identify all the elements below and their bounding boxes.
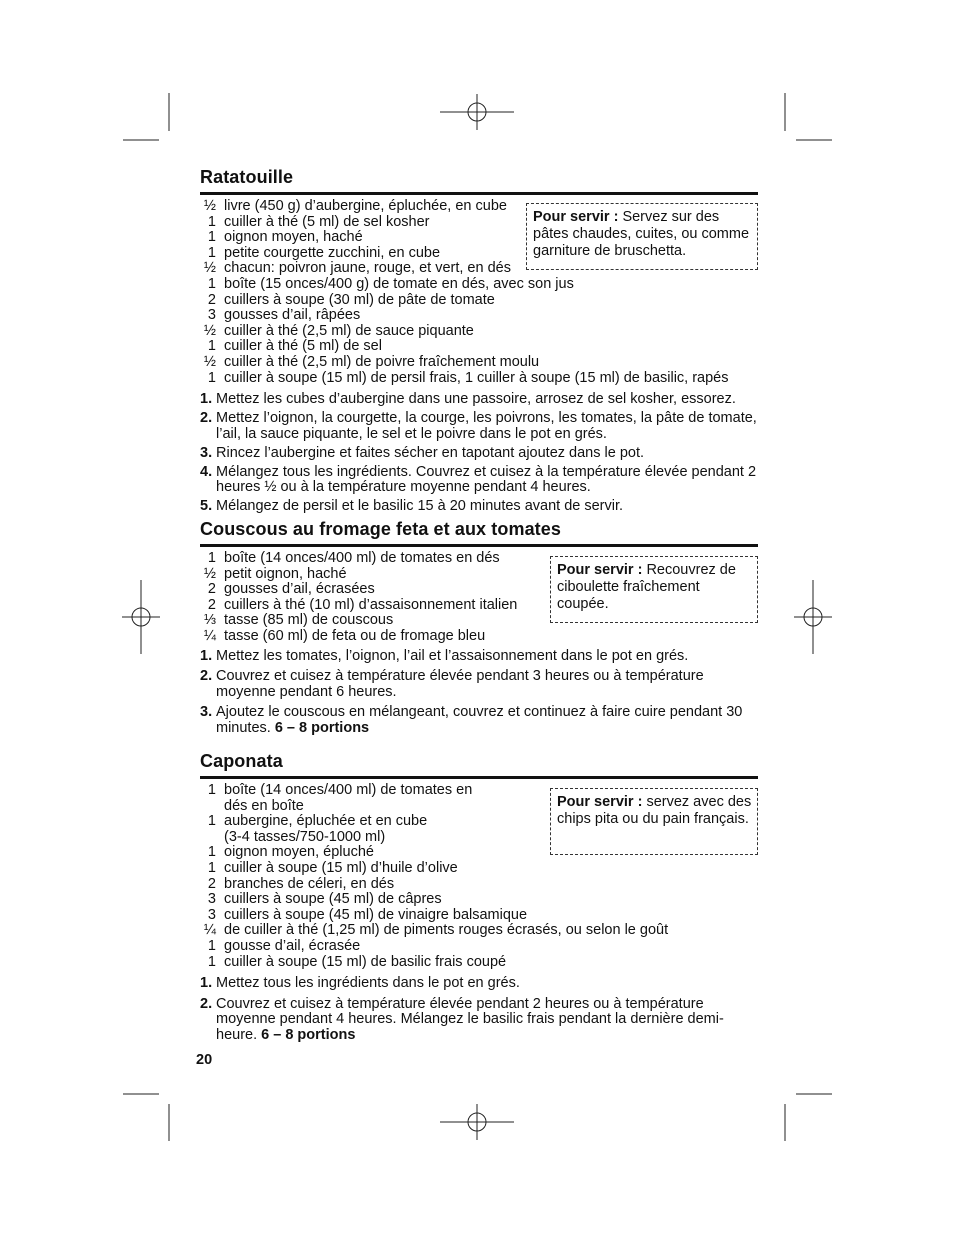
ingredient-text: branches de céleri, en dés (224, 875, 395, 892)
ingredient-item (200, 892, 758, 908)
serving-label: Pour servir : (557, 794, 643, 810)
step-number: 2. (200, 410, 213, 427)
ingredient-text: boîte (15 onces/400 g) de tomate en dés, avec son jus (224, 275, 574, 292)
ingredient-quantity: 2 (207, 596, 216, 613)
ingredient-text: livre (450 g) d’aubergine, épluchée, en cube (224, 198, 507, 214)
step-number: 4. (200, 463, 213, 480)
ingredient-item (200, 293, 758, 309)
ingredient-text: cuiller à thé (5 ml) de sel kosher (224, 213, 430, 230)
recipe-caponata (200, 750, 758, 1044)
recipe-couscous (200, 518, 758, 750)
ingredient-quantity: 1 (207, 244, 216, 261)
ingredient-quantity: 1 (207, 953, 216, 970)
step-body: Rincez l’aubergine et faites sécher en tapotant ajoutez dans le pot. (216, 444, 645, 461)
ingredient-text: cuiller à soupe (15 ml) de persil frais, 1 cuiller à soupe (15 ml) de basilic, rapés (224, 369, 729, 386)
step-item (200, 392, 758, 408)
step-number: 3. (200, 444, 213, 461)
registration-mark-right (794, 580, 832, 654)
ingredient-text: cuiller à thé (2,5 ml) de poivre fraîchement moulu (224, 353, 540, 370)
ingredient-quantity: 1 (207, 937, 216, 954)
ingredient-quantity: 2 (207, 581, 216, 598)
step-item (200, 976, 758, 992)
step-body: Mettez les tomates, l’oignon, l’ail et l’assaisonnement dans le pot en grés. (216, 647, 689, 664)
step-body: Mélangez tous les ingrédients. Couvrez et cuisez à la température élevée pendant 2 heures ½ ou à la température moyenne pendant 4 heures. (216, 463, 757, 496)
ingredient-quantity: ½ (203, 565, 216, 582)
ingredient-text: petite courgette zucchini, en cube (224, 244, 441, 261)
recipe-page (200, 166, 758, 1049)
step-number: 2. (200, 995, 213, 1012)
ingredient-quantity: ½ (203, 198, 216, 214)
ingredient-quantity: 1 (207, 369, 216, 386)
recipe-title: Ratatouille (200, 166, 758, 195)
ingredient-text: de cuiller à thé (1,25 ml) de piments rouges écrasés, ou selon le goût (224, 922, 669, 939)
step-text (216, 446, 644, 462)
step-list (200, 970, 758, 1043)
ingredient-quantity: 1 (207, 782, 216, 798)
serving-text: servez avec des chips pita ou du pain français. (557, 794, 752, 827)
ingredient-item (200, 955, 758, 971)
ingredient-item (200, 339, 758, 355)
step-number: 1. (200, 975, 213, 992)
ingredient-text: gousse d’ail, écrasée (224, 937, 361, 954)
step-text (216, 976, 520, 992)
ingredient-quantity: 1 (207, 859, 216, 876)
recipe-title: Caponata (200, 750, 758, 779)
ingredient-text: cuiller à thé (5 ml) de sel (224, 338, 382, 355)
ingredient-text: cuillers à soupe (30 ml) de pâte de tomate (224, 291, 495, 308)
step-text (216, 705, 758, 736)
step-item (200, 705, 758, 736)
step-list (200, 386, 758, 515)
step-item (200, 411, 758, 442)
ingredient-item (200, 277, 758, 293)
ingredient-quantity: ½ (203, 260, 216, 277)
ingredient-text: aubergine, épluchée et en cube (224, 813, 428, 830)
step-item (200, 669, 758, 700)
step-number: 5. (200, 498, 213, 515)
registration-mark-top (440, 94, 514, 130)
ingredient-text: cuillers à soupe (45 ml) de vinaigre balsamique (224, 906, 528, 923)
step-text (216, 411, 758, 442)
step-number: 2. (200, 668, 213, 685)
step-text (216, 669, 758, 700)
serving-text: Servez sur des pâtes chaudes, cuites, ou comme garniture de bruschetta. (533, 209, 750, 259)
step-number: 1. (200, 647, 213, 664)
serving-label: Pour servir : (533, 209, 619, 225)
ingredient-text: petit oignon, haché (224, 565, 347, 582)
serving-note (550, 556, 758, 623)
ingredient-item (200, 324, 758, 340)
step-body: Couvrez et cuisez à température élevée pendant 3 heures ou à température moyenne pendant 6 heures. (216, 668, 704, 700)
step-body: Couvrez et cuisez à température élevée pendant 2 heures ou à température moyenne pendant 4 heures. Mélangez le basilic frais pendant la dernière demi-heure. (216, 995, 724, 1043)
step-list (200, 645, 758, 737)
step-text (216, 499, 623, 515)
step-body: Mélangez de persil et le basilic 15 à 20 minutes avant de servir. (216, 498, 624, 515)
serving-note (526, 203, 758, 270)
ingredient-text: cuiller à thé (2,5 ml) de sauce piquante (224, 322, 474, 339)
recipe-ratatouille (200, 166, 758, 518)
ingredient-quantity: ½ (203, 353, 216, 370)
recipe-title: Couscous au fromage feta et aux tomates (200, 518, 758, 547)
step-text (216, 465, 758, 496)
ingredient-quantity: 1 (207, 844, 216, 861)
ingredient-item (200, 908, 758, 924)
ingredient-text-cont: dés en boîte (224, 797, 304, 814)
ingredient-quantity: ½ (203, 322, 216, 339)
step-text (216, 649, 688, 665)
ingredient-quantity: 1 (207, 275, 216, 292)
step-item (200, 649, 758, 665)
ingredient-text: oignon moyen, haché (224, 229, 363, 246)
ingredient-quantity: 3 (207, 307, 216, 324)
serving-note (550, 788, 758, 855)
ingredient-quantity: ¼ (203, 922, 216, 939)
page-number: 20 (196, 1052, 213, 1068)
serving-text: Recouvrez de ciboulette fraîchement coupée. (557, 562, 736, 612)
registration-mark-bottom (440, 1104, 514, 1140)
step-number: 1. (200, 391, 213, 408)
ingredient-quantity: ¼ (203, 627, 216, 644)
ingredient-text-cont: (3-4 tasses/750-1000 ml) (224, 828, 386, 845)
ingredient-quantity: 2 (207, 291, 216, 308)
ingredient-text: chacun: poivron jaune, rouge, et vert, en dés (224, 260, 511, 277)
ingredient-text: gousses d’ail, écrasées (224, 581, 375, 598)
ingredient-quantity: ⅓ (203, 612, 216, 629)
ingredient-text: cuillers à thé (10 ml) d’assaisonnement italien (224, 596, 518, 613)
step-body: Mettez les cubes d’aubergine dans une passoire, arrosez de sel kosher, essorez. (216, 391, 736, 408)
step-body: Mettez l’oignon, la courgette, la courge, les poivrons, les tomates, la pâte de tomate, l’ail, la sauce piquante, le sel et le poivre dans le pot en grés. (216, 410, 757, 442)
step-item (200, 499, 758, 515)
step-item (200, 465, 758, 496)
registration-mark-left (122, 580, 160, 654)
ingredient-item (200, 877, 758, 893)
ingredient-quantity: 1 (207, 213, 216, 230)
portions-label: 6 – 8 portions (274, 719, 370, 736)
step-item (200, 446, 758, 462)
ingredient-text: tasse (60 ml) de feta ou de fromage bleu (224, 627, 486, 644)
ingredient-item (200, 371, 758, 387)
ingredient-text: gousses d’ail, râpées (224, 307, 361, 324)
step-item (200, 997, 758, 1044)
serving-label: Pour servir : (557, 562, 643, 578)
step-body: Mettez tous les ingrédients dans le pot en grés. (216, 975, 520, 992)
ingredient-item (200, 939, 758, 955)
ingredient-quantity: 3 (207, 906, 216, 923)
ingredient-text: oignon moyen, épluché (224, 844, 374, 861)
ingredient-quantity: 1 (207, 338, 216, 355)
ingredient-item (200, 355, 758, 371)
ingredient-quantity: 1 (207, 813, 216, 830)
ingredient-text: tasse (85 ml) de couscous (224, 612, 394, 629)
ingredient-item (200, 308, 758, 324)
step-number: 3. (200, 704, 213, 721)
step-body: Ajoutez le couscous en mélangeant, couvrez et continuez à faire cuire pendant 30 minutes. (216, 704, 743, 736)
portions-label: 6 – 8 portions (261, 1026, 356, 1043)
ingredient-item (200, 923, 758, 939)
ingredient-text: cuillers à soupe (45 ml) de câpres (224, 891, 442, 908)
ingredient-quantity: 1 (207, 550, 216, 566)
ingredient-quantity: 1 (207, 229, 216, 246)
ingredient-item (200, 629, 758, 645)
ingredient-item (200, 861, 758, 877)
step-text (216, 997, 758, 1044)
ingredient-text: boîte (14 onces/400 ml) de tomates en (224, 782, 473, 798)
ingredient-text: boîte (14 onces/400 ml) de tomates en dés (224, 550, 500, 566)
ingredient-quantity: 3 (207, 891, 216, 908)
step-text (216, 392, 736, 408)
ingredient-text: cuiller à soupe (15 ml) de basilic frais coupé (224, 953, 507, 970)
ingredient-quantity: 2 (207, 875, 216, 892)
ingredient-text: cuiller à soupe (15 ml) d’huile d’olive (224, 859, 458, 876)
